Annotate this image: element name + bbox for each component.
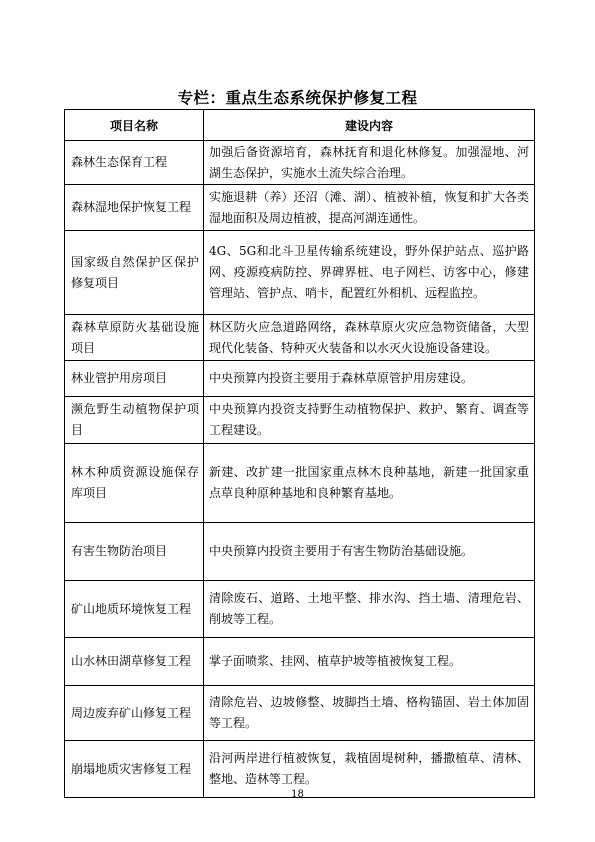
page-title: 专栏：重点生态系统保护修复工程 bbox=[177, 89, 418, 107]
project-name-cell: 林业管护用房项目 bbox=[65, 361, 204, 397]
content-cell: 中央预算内投资主要用于有害生物防治基础设施。 bbox=[204, 523, 535, 581]
content-cell: 掌子面喷浆、挂网、植草护坡等植被恢复工程。 bbox=[204, 638, 535, 686]
project-name-cell: 山水林田湖草修复工程 bbox=[65, 638, 204, 686]
table-row bbox=[65, 141, 535, 185]
content-cell: 加强后备资源培育，森林抚育和退化林修复。加强湿地、河湖生态保护，实施水土流失综合治理。 bbox=[204, 141, 535, 185]
content-cell: 中央预算内投资主要用于森林草原管护用房建设。 bbox=[204, 361, 535, 397]
project-name-cell: 有害生物防治项目 bbox=[65, 523, 204, 581]
table-row bbox=[65, 444, 535, 523]
project-name-cell: 矿山地质环境恢复工程 bbox=[65, 581, 204, 638]
project-name-cell: 森林草原防火基础设施项目 bbox=[65, 315, 204, 361]
page-number: 18 bbox=[291, 789, 304, 800]
table-row bbox=[65, 523, 535, 581]
header-project-name: 项目名称 bbox=[65, 110, 204, 141]
table-row bbox=[65, 581, 535, 638]
content-cell: 新建、改扩建一批国家重点林木良种基地，新建一批国家重点草良种原种基地和良种繁育基地。 bbox=[204, 444, 535, 523]
project-table bbox=[64, 109, 535, 798]
content-cell: 清除废石、道路、土地平整、排水沟、挡土墙、清理危岩、削坡等工程。 bbox=[204, 581, 535, 638]
table-row bbox=[65, 397, 535, 444]
content-cell: 清除危岩、边坡修整、坡脚挡土墙、格构锚固、岩土体加固等工程。 bbox=[204, 686, 535, 741]
project-name-cell: 濒危野生动植物保护项目 bbox=[65, 397, 204, 444]
content-cell: 中央预算内投资支持野生动植物保护、救护、繁育、调查等工程建设。 bbox=[204, 397, 535, 444]
table-row bbox=[65, 686, 535, 741]
content-cell: 林区防火应急道路网络，森林草原火灾应急物资储备，大型现代化装备、特种灭火装备和以水灭火设施设备建设。 bbox=[204, 315, 535, 361]
project-name-cell: 森林生态保育工程 bbox=[65, 141, 204, 185]
table-header-row bbox=[65, 110, 535, 141]
content-cell: 实施退耕（养）还沼（滩、湖）、植被补植，恢复和扩大各类湿地面积及周边植被，提高河湖连通性。 bbox=[204, 185, 535, 231]
content-cell: 4G、5G和北斗卫星传输系统建设，野外保护站点、巡护路网、疫源疫病防控、界碑界桩、电子网栏、访客中心，修建管理站、管护点、哨卡，配置红外相机、远程监控。 bbox=[204, 231, 535, 315]
project-name-cell: 森林湿地保护恢复工程 bbox=[65, 185, 204, 231]
project-name-cell: 崩塌地质灾害修复工程 bbox=[65, 741, 204, 798]
table-row bbox=[65, 361, 535, 397]
table-row bbox=[65, 315, 535, 361]
header-construction-content: 建设内容 bbox=[204, 110, 535, 141]
project-name-cell: 林木种质资源设施保存库项目 bbox=[65, 444, 204, 523]
content-cell: 沿河两岸进行植被恢复，栽植固堤树种，播撒植草、清林、整地、造林等工程。 bbox=[204, 741, 535, 798]
project-name-cell: 国家级自然保护区保护修复项目 bbox=[65, 231, 204, 315]
table-row bbox=[65, 231, 535, 315]
table-row bbox=[65, 185, 535, 231]
project-name-cell: 周边废弃矿山修复工程 bbox=[65, 686, 204, 741]
table-row bbox=[65, 638, 535, 686]
